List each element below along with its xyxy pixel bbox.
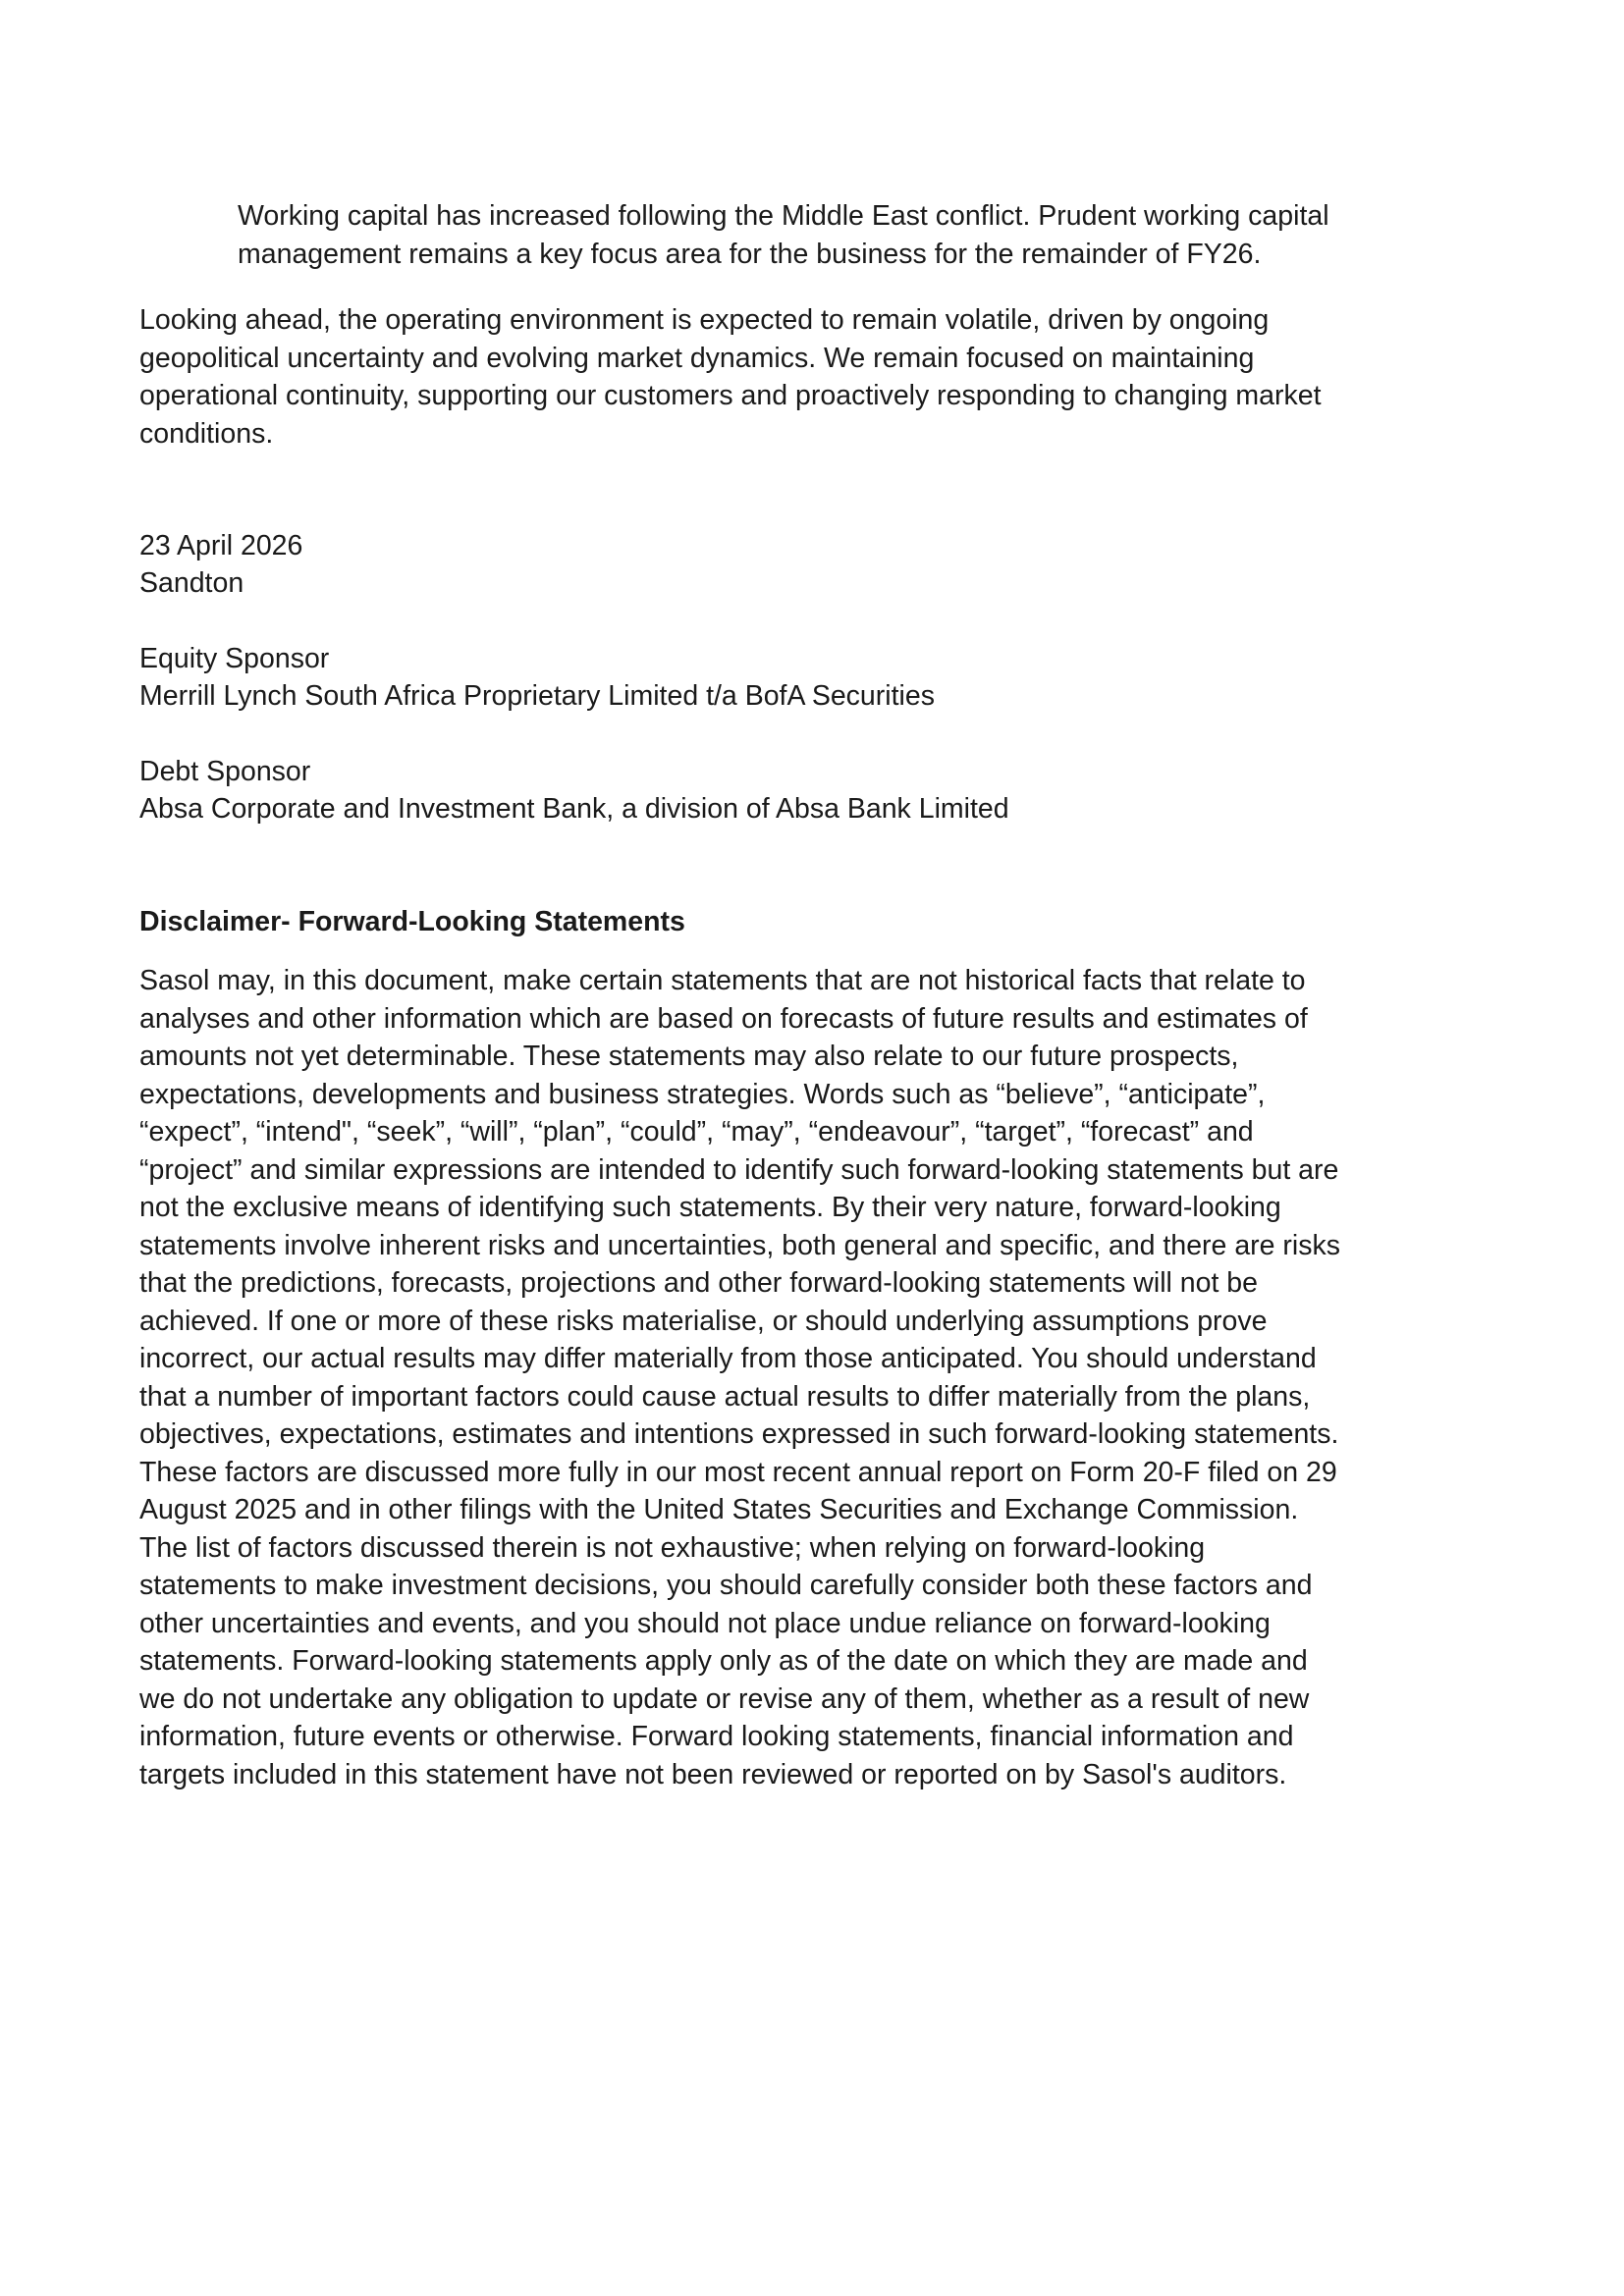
disclaimer-line: These factors are discussed more fully in our most recent annual report on Form 20-F filed on 29 — [139, 1456, 1337, 1488]
disclaimer-line: that the predictions, forecasts, projections and other forward-looking statements will not be — [139, 1267, 1259, 1299]
disclaimer-line: that a number of important factors could cause actual results to differ materially from the plans, — [139, 1380, 1311, 1413]
signoff-place: Sandton — [139, 567, 244, 599]
paragraph-line: Working capital has increased following the Middle East conflict. Prudent working capital — [238, 200, 1329, 232]
paragraph-line: Looking ahead, the operating environment is expected to remain volatile, driven by ongoing — [139, 304, 1270, 336]
disclaimer-paragraph — [139, 962, 1455, 1793]
disclaimer-line: other uncertainties and events, and you should not place undue reliance on forward-looking — [139, 1607, 1271, 1639]
disclaimer-line: “expect”, “intend", “seek”, “will”, “plan”, “could”, “may”, “endeavour”, “target”, “forecast” and — [139, 1116, 1254, 1148]
outlook-paragraph — [139, 301, 1455, 453]
disclaimer-line: targets included in this statement have not been reviewed or reported on by Sasol's auditors. — [139, 1758, 1287, 1790]
disclaimer-line: information, future events or otherwise. Forward looking statements, financial information and — [139, 1721, 1294, 1752]
disclaimer-line: “project” and similar expressions are intended to identify such forward-looking statements but are — [139, 1153, 1339, 1186]
working-capital-paragraph — [238, 197, 1475, 273]
disclaimer-line: incorrect, our actual results may differ materially from those anticipated. You should understand — [139, 1343, 1317, 1374]
disclaimer-line: August 2025 and in other filings with the United States Securities and Exchange Commission. — [139, 1494, 1299, 1525]
paragraph-line: geopolitical uncertainty and evolving market dynamics. We remain focused on maintaining — [139, 342, 1255, 374]
disclaimer-line: amounts not yet determinable. These statements may also relate to our future prospects, — [139, 1041, 1239, 1072]
disclaimer-line: statements. Forward-looking statements apply only as of the date on which they are made and — [139, 1645, 1308, 1677]
disclaimer-line: achieved. If one or more of these risks materialise, or should underlying assumptions prove — [139, 1305, 1268, 1337]
disclaimer-line: not the exclusive means of identifying such statements. By their very nature, forward-looking — [139, 1192, 1281, 1223]
disclaimer-line: analyses and other information which are based on forecasts of future results and estimates of — [139, 1002, 1308, 1035]
disclaimer-line: Sasol may, in this document, make certain statements that are not historical facts that relate to — [139, 965, 1306, 996]
paragraph-line: management remains a key focus area for the business for the remainder of FY26. — [238, 238, 1262, 270]
debt-sponsor-title: Debt Sponsor — [139, 756, 311, 787]
debt-sponsor-name: Absa Corporate and Investment Bank, a division of Absa Bank Limited — [139, 793, 1009, 825]
signoff-date: 23 April 2026 — [139, 530, 303, 561]
disclaimer-line: objectives, expectations, estimates and intentions expressed in such forward-looking statements. — [139, 1418, 1339, 1450]
disclaimer-line: statements to make investment decisions, you should carefully consider both these factors and — [139, 1570, 1313, 1601]
disclaimer-heading: Disclaimer- Forward-Looking Statements — [139, 906, 685, 937]
disclaimer-line: we do not undertake any obligation to update or revise any of them, whether as a result of new — [139, 1682, 1310, 1715]
equity-sponsor-title: Equity Sponsor — [139, 643, 330, 674]
equity-sponsor-name: Merrill Lynch South Africa Proprietary Limited t/a BofA Securities — [139, 680, 935, 712]
disclaimer-line: statements involve inherent risks and uncertainties, both general and specific, and there are risks — [139, 1229, 1340, 1261]
paragraph-line: conditions. — [139, 417, 274, 450]
disclaimer-line: The list of factors discussed therein is not exhaustive; when relying on forward-looking — [139, 1531, 1206, 1564]
paragraph-line: operational continuity, supporting our customers and proactively responding to changing market — [139, 380, 1322, 411]
disclaimer-line: expectations, developments and business strategies. Words such as “believe”, “anticipate”, — [139, 1078, 1266, 1110]
